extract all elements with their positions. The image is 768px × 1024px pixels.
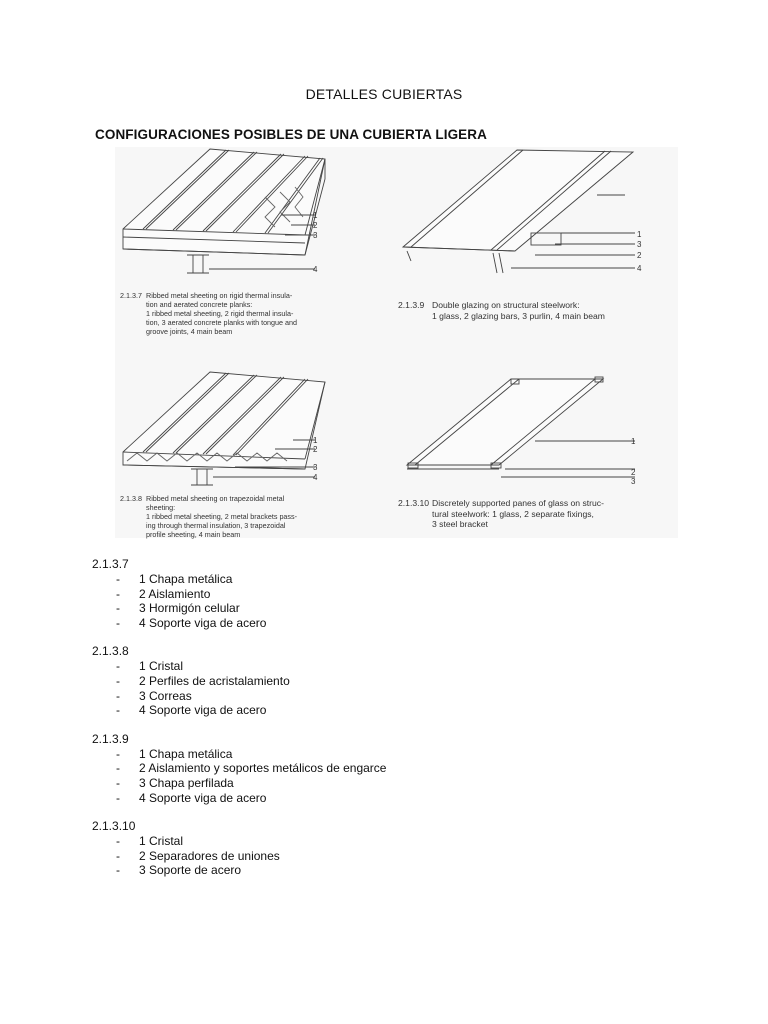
- caption-2-1-3-7: 2.1.3.7 Ribbed metal sheeting on rigid thermal insula- tion and aerated concrete planks: 1 ribbed metal sheeting, 2 rigid thermal insula- tion, 3 aerated concrete planks with tongue and groove joints, 4 main beam: [120, 291, 298, 336]
- caption-2-1-3-9: 2.1.3.9 Double glazing on structural steelwork: 1 glass, 2 glazing bars, 3 purlin, 4 main beam: [398, 300, 605, 321]
- list-item: - 4 Soporte viga de acero: [116, 790, 267, 805]
- panel4-label-1: 1: [631, 437, 636, 446]
- panel3-label-1: 1: [313, 436, 318, 445]
- list-item: - 4 Soporte viga de acero: [116, 703, 267, 718]
- list-item: - 1 Cristal: [116, 659, 184, 674]
- list-item: - 1 Chapa metálica: [116, 746, 233, 761]
- legend-lists: [92, 557, 386, 892]
- drawing-2-1-3-9: [403, 150, 635, 273]
- group-code: 2.1.3.7: [92, 557, 129, 571]
- panel1-label-4: 4: [313, 265, 318, 274]
- roof-details-figure: [115, 147, 678, 538]
- group-code: 2.1.3.10: [92, 819, 136, 834]
- list-item: - 2 Aislamiento y soportes metálicos de engarce: [116, 761, 387, 776]
- panel4-label-2: 2: [631, 468, 636, 477]
- page-title: DETALLES CUBIERTAS: [305, 86, 463, 102]
- caption-2-1-3-8: 2.1.3.8 Ribbed metal sheeting on trapezoidal metal sheeting: 1 ribbed metal sheeting, 2 metal brackets pass- ing through thermal insulation, 3 trapezoidal profile sheeting, 4 main beam: [120, 494, 298, 539]
- caption-2-1-3-10: 2.1.3.10 Discretely supported panes of glass on struc- tural steelwork: 1 glass, 2 separate fixings, 3 steel bracket: [398, 498, 604, 529]
- panel2-label-4: 4: [637, 264, 642, 273]
- list-item: - 2 Aislamiento: [116, 586, 211, 601]
- group-code: 2.1.3.8: [92, 644, 129, 659]
- figure-heading: CONFIGURACIONES POSIBLES DE UNA CUBIERTA LIGERA: [95, 127, 487, 142]
- list-item: - 2 Separadores de uniones: [116, 848, 280, 863]
- list-item: - 2 Perfiles de acristalamiento: [116, 673, 290, 688]
- panel3-label-2: 2: [313, 445, 318, 454]
- panel1-label-1: 1: [313, 211, 318, 220]
- list-group-2-1-3-9: [92, 732, 386, 805]
- list-group-2-1-3-7: [92, 557, 386, 630]
- list-item: - 3 Hormigón celular: [116, 601, 240, 616]
- list-item: - 3 Soporte de acero: [116, 863, 242, 878]
- panel3-label-4: 4: [313, 473, 318, 482]
- panel2-label-1: 1: [637, 230, 642, 239]
- list-item: - 1 Chapa metálica: [116, 572, 233, 586]
- list-item: - 3 Correas: [116, 688, 192, 703]
- panel3-label-3: 3: [313, 463, 318, 472]
- list-group-2-1-3-8: [92, 644, 386, 717]
- panel2-label-2: 3: [637, 240, 642, 249]
- group-code: 2.1.3.9: [92, 731, 129, 746]
- list-item: - 4 Soporte viga de acero: [116, 615, 267, 630]
- panel1-label-2: 2: [313, 221, 318, 230]
- list-item: - 3 Chapa perfilada: [116, 775, 234, 790]
- roof-drawings: [115, 147, 678, 538]
- drawing-2-1-3-7: [123, 149, 325, 273]
- panel2-label-3: 2: [637, 251, 642, 260]
- panel4-label-3: 3: [631, 477, 636, 486]
- panel1-label-3: 3: [313, 231, 318, 240]
- list-item: - 1 Cristal: [116, 834, 184, 849]
- drawing-2-1-3-10: [407, 377, 635, 477]
- drawing-2-1-3-8: [123, 372, 325, 485]
- list-group-2-1-3-10: [92, 819, 386, 878]
